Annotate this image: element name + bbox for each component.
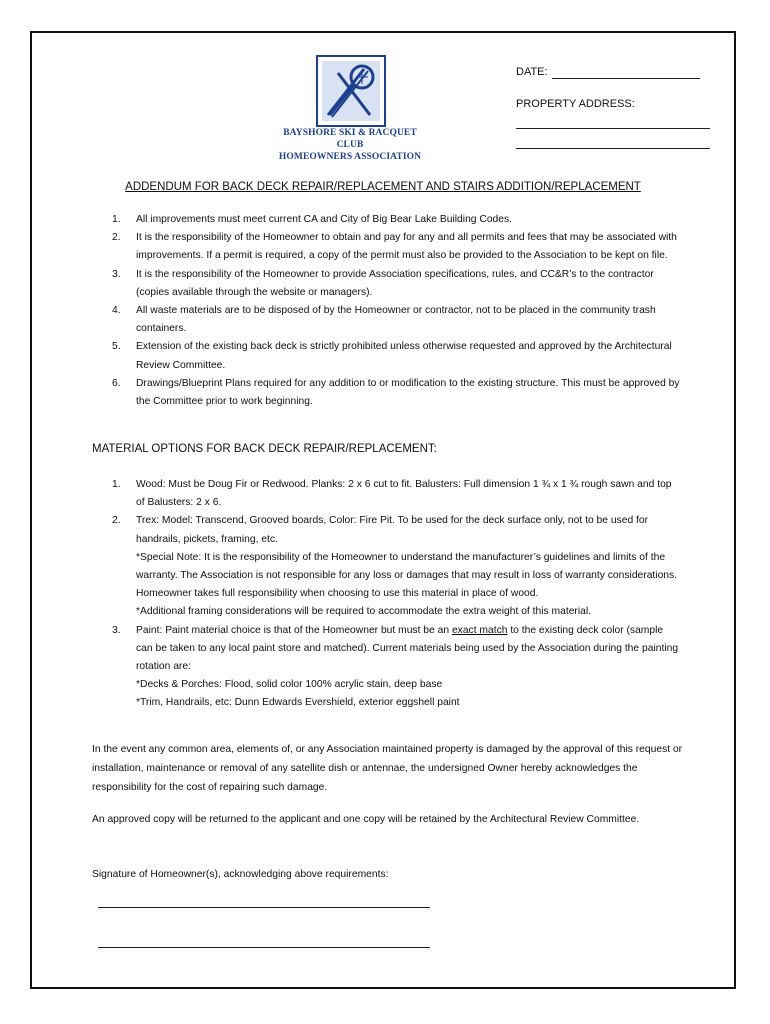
damage-paragraph: In the event any common area, elements of, or any Association maintained property is damaged by the approval of this request or installation, maintenance or removal of any satellite dish or antennae, the undersigned Owner hereby acknowledges the responsibility for the cost of repairing such damage. bbox=[92, 744, 683, 793]
list-item: 6. Drawings/Blueprint Plans required for any addition to or modification to the existing structure. This must be approved by the Committee prior to work beginning. bbox=[112, 377, 680, 408]
property-address-blank-2[interactable] bbox=[516, 148, 710, 149]
materials-list bbox=[100, 476, 680, 713]
date-label: DATE: bbox=[516, 66, 548, 78]
org-name bbox=[270, 127, 430, 163]
framing-note: *Additional framing considerations will be required to accommodate the extra weight of this material. bbox=[136, 606, 592, 618]
list-item: 3. Paint: Paint material choice is that of the Homeowner but must be an exact match to the existing deck color (sample can be taken to any local paint store and matched). Current materials being used by the Association during the painting rotation are: *Decks & Porches: Flood, solid color 100% acrylic stain, deep base *Trim, Handrails, etc: Dunn Edwards Evershield, exterior eggshell paint bbox=[100, 622, 680, 713]
list-item: 2. Trex: Model: Transcend, Grooved boards, Color: Fire Pit. To be used for the deck surface only, not to be used for handrails, pickets, framing, etc. *Special Note: It is the responsibility of the Homeowner to understand the manufacturer’s guidelines and limits of the warranty. The Association is not responsible for any loss or damages that may result in loss of warranty considerations. Homeowner takes full responsibility when choosing to use this material in place of wood. *Additional framing considerations will be required to accommodate the extra weight of this material. bbox=[100, 512, 680, 621]
org-line-1: BAYSHORE SKI & RACQUET CLUB bbox=[283, 128, 417, 150]
approval-paragraph: An approved copy will be returned to the applicant and one copy will be retained by the Architectural Review Committee. bbox=[92, 814, 640, 825]
trim-handrails-spec: *Trim, Handrails, etc: Dunn Edwards Evershield, exterior eggshell paint bbox=[136, 697, 460, 709]
property-address-blank-1[interactable] bbox=[516, 128, 710, 129]
exact-match-emphasis: exact match bbox=[451, 624, 508, 636]
document-title: ADDENDUM FOR BACK DECK REPAIR/REPLACEMENT AND STAIRS ADDITION/REPLACEMENT bbox=[125, 181, 641, 193]
requirements-list bbox=[100, 211, 680, 411]
date-field bbox=[516, 66, 548, 78]
list-item: 1. Wood: Must be Doug Fir or Redwood. Planks: 2 x 6 cut to fit. Balusters: Full dimension 1 ¾ x 1 ¾ rough sawn and top of Balusters: 2 x 6. bbox=[112, 479, 672, 509]
document-page bbox=[30, 31, 736, 989]
list-item: 1. All improvements must meet current CA and City of Big Bear Lake Building Codes. bbox=[112, 214, 513, 225]
list-item: 2. It is the responsibility of the Homeowner to obtain and pay for any and all permits and fees that may be associated with improvements. If a permit is required, a copy of the permit must also be provided to the Association to be kept on file. bbox=[112, 232, 677, 262]
signature-label: Signature of Homeowner(s), acknowledging above requirements: bbox=[92, 869, 389, 880]
ski-racquet-icon bbox=[318, 57, 384, 125]
signature-line-1[interactable] bbox=[98, 907, 430, 908]
logo-emblem bbox=[316, 55, 386, 127]
org-line-2: HOMEOWNERS ASSOCIATION bbox=[278, 152, 422, 162]
list-item: 4. All waste materials are to be disposed of by the Homeowner or contractor, not to be placed in the community trash containers. bbox=[112, 305, 656, 335]
decks-porches-spec: *Decks & Porches: Flood, solid color 100% acrylic stain, deep base bbox=[136, 679, 443, 691]
signature-line-2[interactable] bbox=[98, 947, 430, 948]
date-blank[interactable] bbox=[552, 78, 700, 79]
list-item: 5. Extension of the existing back deck is strictly prohibited unless otherwise requested and approved by the Architectural Review Committee. bbox=[112, 341, 672, 371]
material-options-heading: MATERIAL OPTIONS FOR BACK DECK REPAIR/REPLACEMENT: bbox=[92, 443, 437, 455]
special-note: *Special Note: It is the responsibility of the Homeowner to understand the manufacturer’s guidelines and limits of the warranty. The Association is not responsible for any loss or damages that may result in loss of warranty considerations. Homeowner takes full responsibility when choosing to use this material in place of wood. bbox=[136, 551, 678, 600]
property-address-field bbox=[516, 98, 635, 110]
list-item: 3. It is the responsibility of the Homeowner to provide Association specifications, rules, and CC&R’s to the contractor (copies available through the website or managers). bbox=[112, 268, 654, 298]
property-address-label: PROPERTY ADDRESS: bbox=[516, 98, 635, 110]
